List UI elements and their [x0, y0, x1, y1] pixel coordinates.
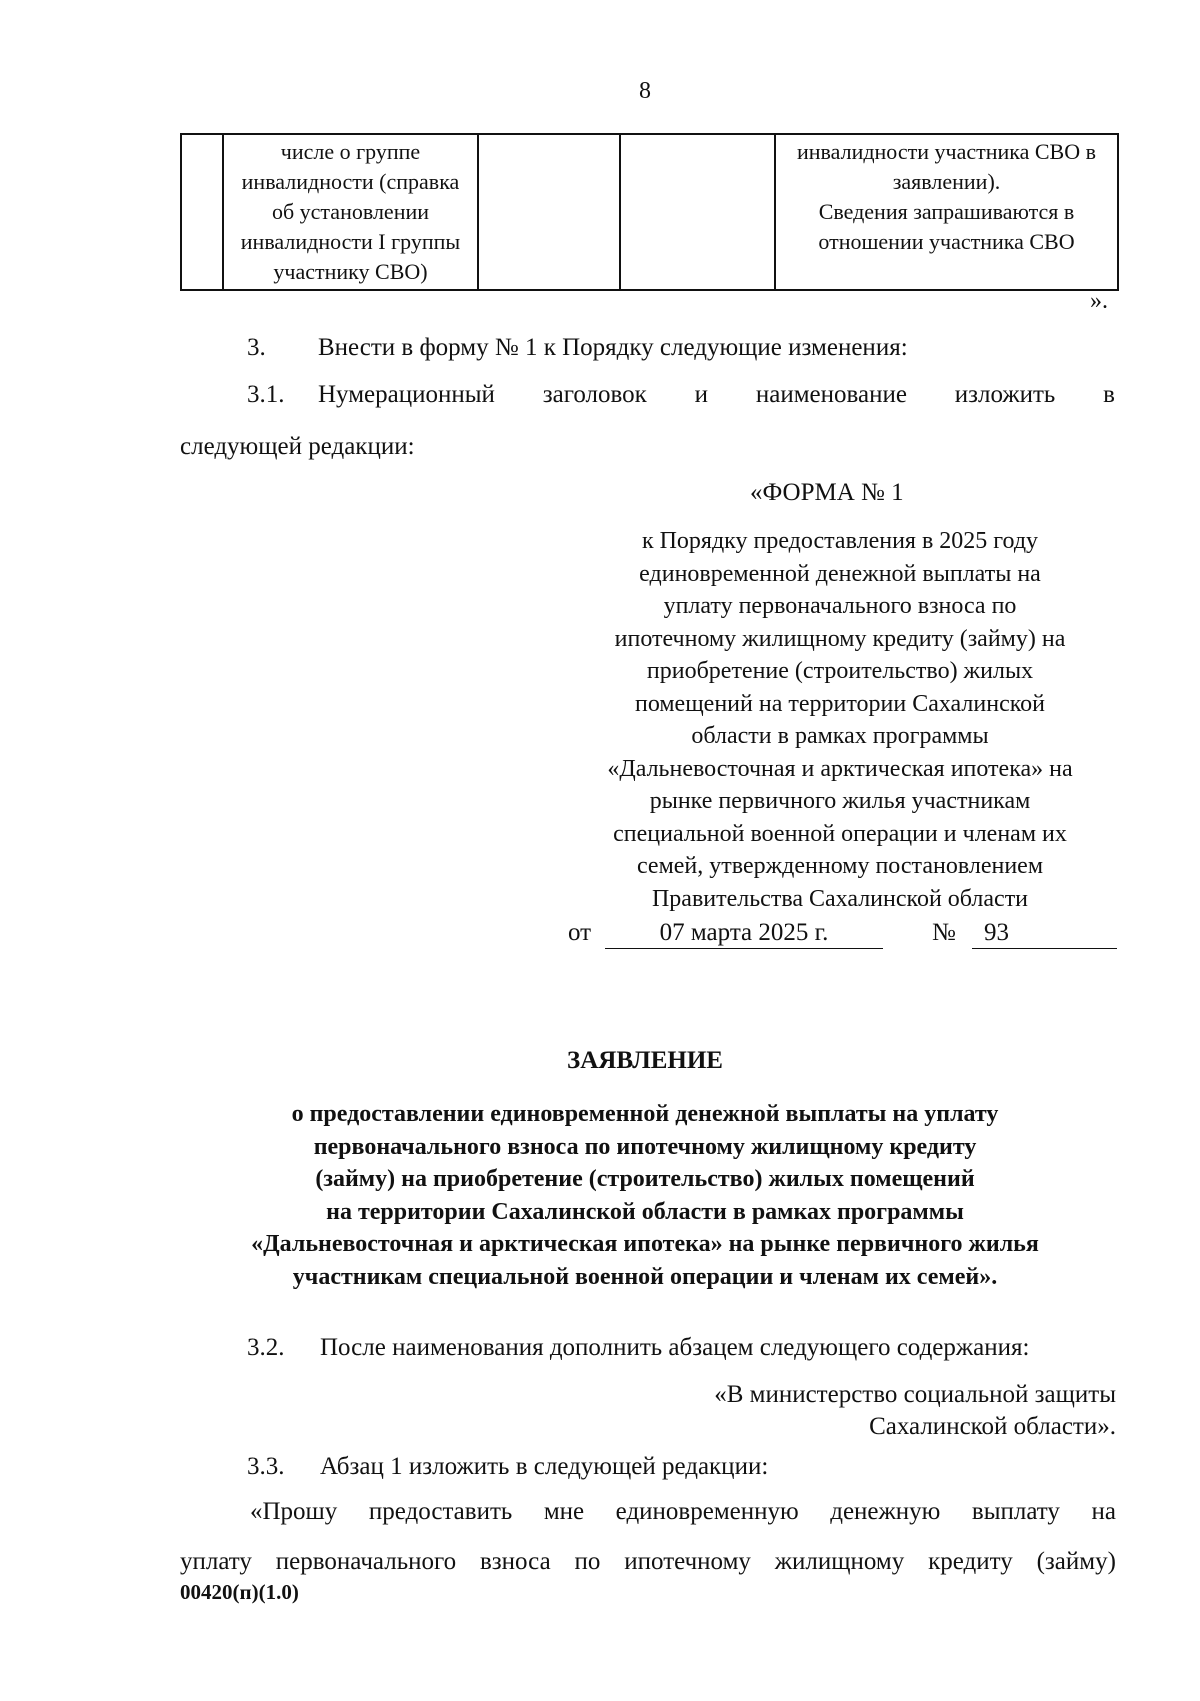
word: мне: [543, 1498, 585, 1525]
cell-line: инвалидности участника СВО в: [796, 139, 1097, 164]
word: ипотечному: [624, 1548, 751, 1575]
item-3-1-text: [318, 380, 1115, 410]
table-cell-3: [478, 134, 620, 290]
table-cell-4: [620, 134, 775, 290]
word: предоставить: [368, 1498, 513, 1525]
form-line: ипотечному жилищному кредиту (займу) на: [614, 625, 1066, 652]
word: жилищному: [774, 1548, 905, 1575]
cell-line: инвалидности I группы: [240, 229, 461, 254]
word: уплату: [180, 1548, 252, 1575]
from-label: от: [568, 919, 592, 946]
subtitle-line: о предоставлении единовременной денежной выплаты на уплату: [291, 1101, 999, 1127]
word: (займу): [1036, 1548, 1116, 1575]
subtitle-line: участникам специальной военной операции и членам их семей».: [292, 1263, 998, 1290]
closing-quote: ».: [1090, 288, 1108, 314]
word: Нумерационный: [318, 381, 495, 408]
item-3-3-text: Абзац 1 изложить в следующей редакции:: [320, 1453, 769, 1480]
paragraph-line-2: [180, 1547, 1116, 1577]
form-line: семей, утвержденному постановлением: [636, 853, 1044, 879]
subtitle-line: (займу) на приобретение (строительство) жилых помещений: [315, 1166, 975, 1192]
form-line: Правительства Сахалинской области: [651, 885, 1029, 912]
word: в: [1103, 381, 1115, 408]
continuation-table: [180, 133, 1119, 291]
item-3-number: 3.: [247, 334, 266, 361]
page-number: 8: [639, 78, 651, 104]
word: наименование: [755, 381, 907, 408]
cell-line: числе о группе: [280, 139, 421, 164]
subtitle-line: первоначального взноса по ипотечному жилищному кредиту: [313, 1133, 977, 1160]
number-label: №: [932, 919, 956, 946]
form-line: рынке первичного жилья участникам: [649, 788, 1031, 814]
word: первоначального: [275, 1548, 457, 1575]
subtitle-line: «Дальневосточная и арктическая ипотека» на рынке первичного жилья: [251, 1231, 1039, 1257]
cell-line: отношении участника СВО: [818, 229, 1075, 254]
form-header-text: [560, 525, 1120, 915]
item-3-1-number: 3.1.: [247, 381, 285, 408]
item-3-text: Внести в форму № 1 к Порядку следующие изменения:: [318, 334, 908, 361]
subtitle-line: на территории Сахалинской области в рамках программы: [326, 1198, 964, 1225]
application-title: ЗАЯВЛЕНИЕ: [567, 1047, 723, 1074]
cell-line: Сведения запрашиваются в: [818, 199, 1075, 224]
word: изложить: [954, 381, 1056, 408]
paragraph-line-1: [250, 1497, 1116, 1527]
table-cell-1: [181, 134, 223, 290]
item-3-3-number: 3.3.: [247, 1453, 285, 1480]
cell-line: об установлении: [271, 199, 430, 224]
form-line: «Дальневосточная и арктическая ипотека» на: [607, 755, 1073, 782]
word: по: [574, 1548, 601, 1575]
form-line: помещений на территории Сахалинской: [634, 690, 1046, 717]
item-3-1-continuation: следующей редакции:: [180, 433, 415, 460]
form-line: области в рамках программы: [691, 723, 989, 749]
address-line-1: «В министерство социальной защиты: [714, 1381, 1116, 1408]
item-3-2-text: После наименования дополнить абзацем следующего содержания:: [320, 1334, 1030, 1361]
form-line: единовременной денежной выплаты на: [639, 560, 1041, 587]
cell-line: инвалидности (справка: [241, 169, 460, 194]
table-cell-2: [223, 134, 478, 290]
word: заголовок: [542, 381, 647, 408]
application-subtitle: [170, 1098, 1120, 1293]
word: единовременную: [615, 1498, 799, 1525]
cell-line: участнику СВО): [273, 259, 428, 284]
word: выплату: [971, 1498, 1060, 1525]
word: кредиту: [928, 1548, 1013, 1575]
item-3-2-number: 3.2.: [247, 1334, 285, 1361]
address-line-2: Сахалинской области».: [869, 1413, 1116, 1440]
word: на: [1091, 1498, 1116, 1525]
form-line: уплату первоначального взноса по: [663, 593, 1017, 619]
word: денежную: [830, 1498, 941, 1525]
decree-date-row: [560, 918, 1120, 950]
word: взноса: [479, 1548, 551, 1575]
form-line: приобретение (строительство) жилых: [646, 658, 1034, 684]
decree-number: 93: [972, 918, 1117, 949]
word: «Прошу: [250, 1498, 338, 1525]
decree-date: 07 марта 2025 г.: [605, 918, 883, 949]
form-title: «ФОРМА № 1: [750, 479, 904, 506]
form-line: специальной военной операции и членам их: [613, 820, 1067, 847]
table-cell-5: [775, 134, 1118, 290]
footer-code: 00420(п)(1.0): [180, 1580, 299, 1604]
form-line: к Порядку предоставления в 2025 году: [641, 528, 1039, 554]
word: и: [694, 381, 709, 408]
cell-line: заявлении).: [892, 169, 1001, 194]
